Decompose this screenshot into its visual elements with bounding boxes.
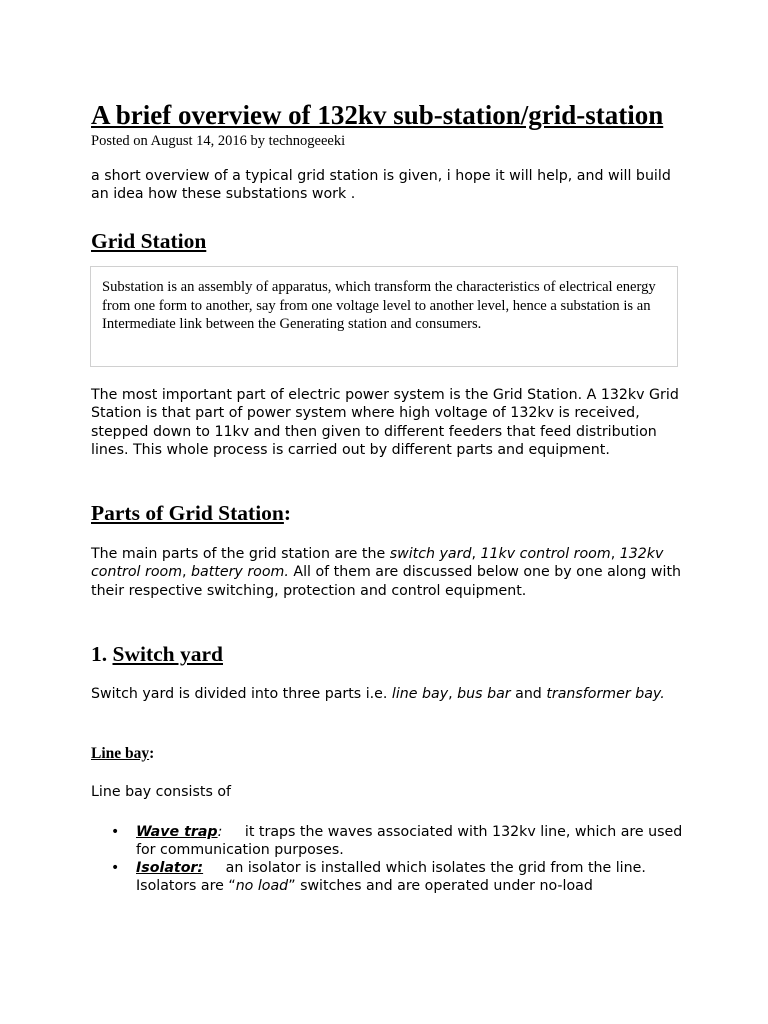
list-item-isolator — [91, 859, 691, 895]
heading-parts-text: Parts of Grid Station — [91, 501, 284, 525]
part-battery-room: battery room. — [191, 564, 289, 581]
post-date[interactable]: August 14, 2016 — [150, 133, 247, 149]
switch-part-bus-bar: bus bar — [457, 686, 511, 702]
switch-yard-paragraph — [91, 685, 691, 703]
bullet-icon: • — [111, 824, 120, 840]
part-11kv-control-room: 11kv control room — [480, 546, 611, 562]
intro-paragraph: a short overview of a typical grid station is given, i hope it will help, and will build an idea how these substations work . — [91, 168, 671, 203]
isolator-description-end: ” switches and are operated under no-load — [288, 878, 593, 894]
part-132kv-control-room: 132kv control room — [91, 546, 664, 581]
grid-station-paragraph: The most important part of electric power system is the Grid Station. A 132kv Grid Station is that part of power system where high voltage of 132kv is received, stepped down to 11kv and then given to different feeders that feed distribution lines. This whole process is carried out by different parts and equipment. — [91, 387, 679, 458]
switch-part-line-bay: line bay — [391, 686, 449, 702]
list-item-wave-trap — [91, 823, 691, 859]
switch-and: and — [510, 686, 547, 702]
line-bay-list — [91, 823, 691, 895]
by-label: by — [250, 133, 266, 149]
parts-sep-2: , — [610, 546, 620, 562]
article-title[interactable]: A brief overview of 132kv sub-station/grid-station — [91, 100, 664, 130]
heading-switch-yard — [91, 640, 223, 668]
heading-parts-of-grid-station — [91, 499, 291, 527]
heading-line-bay — [91, 743, 154, 765]
switch-part-transformer-bay: transformer bay. — [546, 686, 665, 702]
heading-grid-station — [91, 227, 206, 255]
switch-yard-text-start: Switch yard is divided into three parts i.e. — [91, 686, 392, 702]
parts-text-end: All of them are discussed below one by one along with their respective switching, protection and control equipment. — [91, 564, 682, 599]
isolator-description-start: an isolator is installed which isolates the grid from the line. Isolators are “ — [136, 860, 651, 894]
heading-switch-yard-text: Switch yard — [112, 642, 223, 666]
part-switch-yard: switch yard — [389, 546, 472, 562]
heading-grid-station-text: Grid Station — [91, 229, 207, 253]
parts-text-start: The main parts of the grid station are the — [91, 546, 390, 562]
heading-switch-yard-number: 1. — [91, 642, 113, 666]
post-author[interactable]: technogeeeki — [268, 133, 346, 149]
parts-sep-1: , — [471, 546, 481, 562]
isolator-no-load: no load — [235, 878, 289, 894]
parts-paragraph — [91, 545, 691, 600]
switch-sep-1: , — [448, 686, 458, 702]
term-wave-trap: Wave trap — [136, 824, 218, 840]
bullet-icon: • — [111, 860, 120, 876]
wave-trap-description: it traps the waves associated with 132kv line, which are used for communication purposes. — [136, 824, 687, 858]
post-meta — [91, 131, 345, 151]
heading-line-bay-text: Line bay — [91, 745, 150, 762]
definition-quote-text: Substation is an assembly of apparatus, which transform the characteristics of electrical energy from one form to another, say from one voltage level to another level, hence a substation is an Intermediate link between the Generating station and consumers. — [102, 279, 656, 332]
heading-line-bay-suffix: : — [149, 745, 155, 762]
term-isolator: Isolator: — [136, 860, 204, 876]
heading-parts-suffix: : — [283, 501, 292, 525]
definition-quote-box — [90, 266, 678, 367]
parts-sep-3: , — [182, 564, 192, 581]
posted-on-label: Posted on — [91, 133, 148, 149]
line-bay-intro: Line bay consists of — [91, 784, 232, 800]
term-wave-trap-colon: : — [217, 824, 223, 840]
